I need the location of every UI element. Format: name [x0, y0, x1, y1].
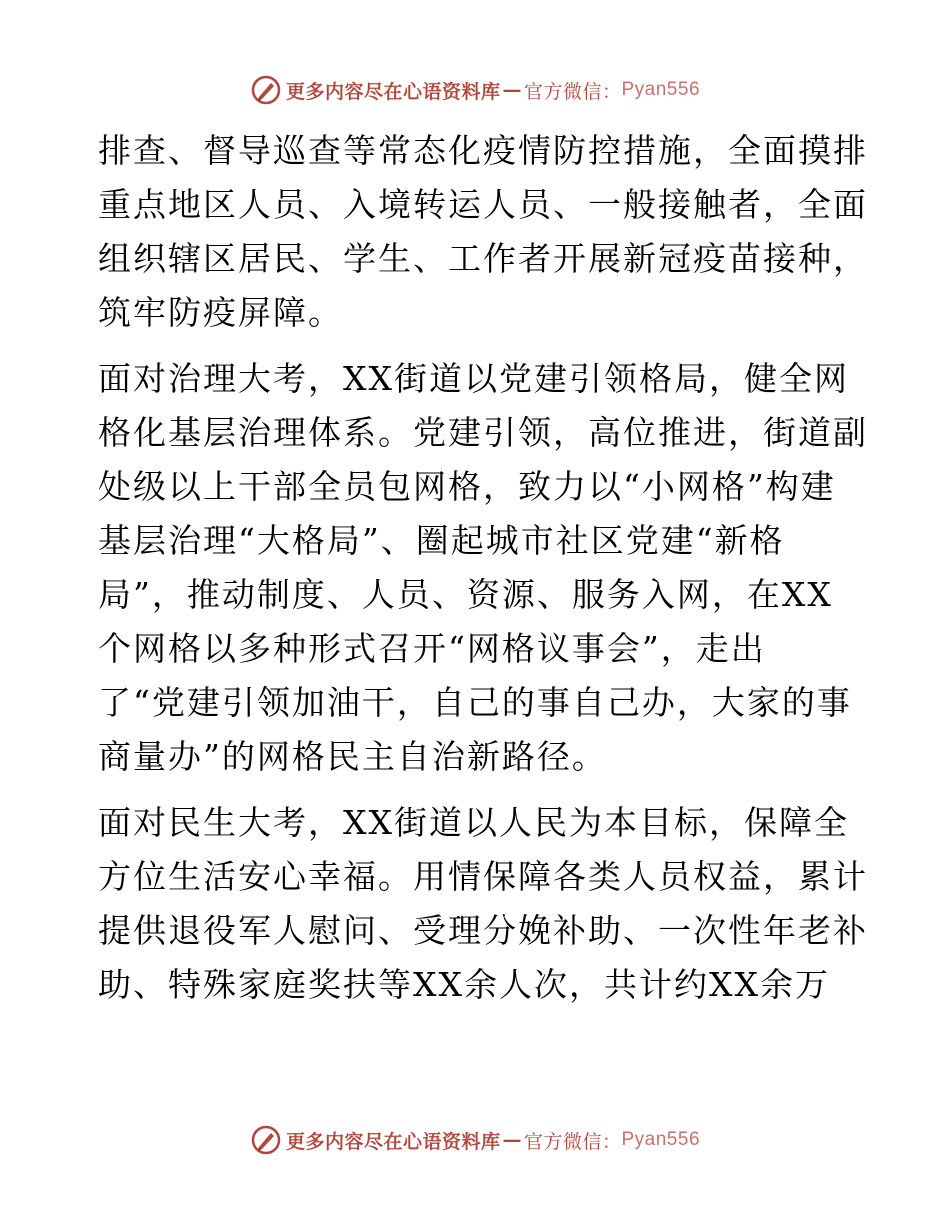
watermark-id: Pyan556 [621, 1129, 701, 1150]
watermark-sub-text: 官方微信： [523, 1130, 622, 1153]
text-line: 组织辖区居民、学生、工作者开展新冠疫苗接种， [98, 239, 868, 278]
text-line: 助、特殊家庭奖扶等XX余人次，共计约XX余万 [98, 965, 830, 1004]
watermark-id: Pyan556 [621, 79, 701, 100]
watermark-main-text: 更多内容尽在心语资料库 [285, 80, 501, 103]
document-body [98, 124, 868, 1012]
text-line: 了“党建引领加油干，自己的事自己办，大家的事 [98, 683, 852, 722]
text-line: 面对治理大考，XX街道以党建引领格局，健全网 [98, 359, 849, 398]
text-line: 局”，推动制度、人员、资源、服务入网，在XX [98, 575, 833, 614]
paragraph-1 [98, 124, 868, 340]
text-line: 重点地区人员、入境转运人员、一般接触者，全面 [98, 185, 868, 224]
text-line: 面对民生大考，XX街道以人民为本目标，保障全 [98, 803, 849, 842]
text-line: 排查、督导巡查等常态化疫情防控措施，全面摸排 [98, 131, 868, 170]
watermark-main-text: 更多内容尽在心语资料库 [285, 1130, 501, 1153]
paragraph-3 [98, 796, 868, 1012]
watermark-sub-text: 官方微信： [523, 80, 622, 103]
text-line: 个网格以多种形式召开“网格议事会”，走出 [98, 629, 766, 668]
pen-logo-icon [250, 1124, 282, 1156]
footer-watermark [0, 1120, 950, 1160]
paragraph-2 [98, 352, 868, 784]
pen-logo-icon [250, 74, 282, 106]
header-watermark [0, 70, 950, 110]
watermark-dash: — [502, 79, 522, 101]
watermark-dash: — [502, 1129, 522, 1151]
text-line: 提供退役军人慰问、受理分娩补助、一次性年老补 [98, 911, 868, 950]
text-line: 方位生活安心幸福。用情保障各类人员权益，累计 [98, 857, 868, 896]
text-line: 商量办”的网格民主自治新路径。 [98, 737, 607, 776]
text-line: 筑牢防疫屏障。 [98, 293, 343, 332]
text-line: 格化基层治理体系。党建引领，高位推进，街道副 [98, 413, 868, 452]
text-line: 处级以上干部全员包网格，致力以“小网格”构建 [98, 467, 836, 506]
text-line: 基层治理“大格局”、圈起城市社区党建“新格 [98, 521, 785, 560]
